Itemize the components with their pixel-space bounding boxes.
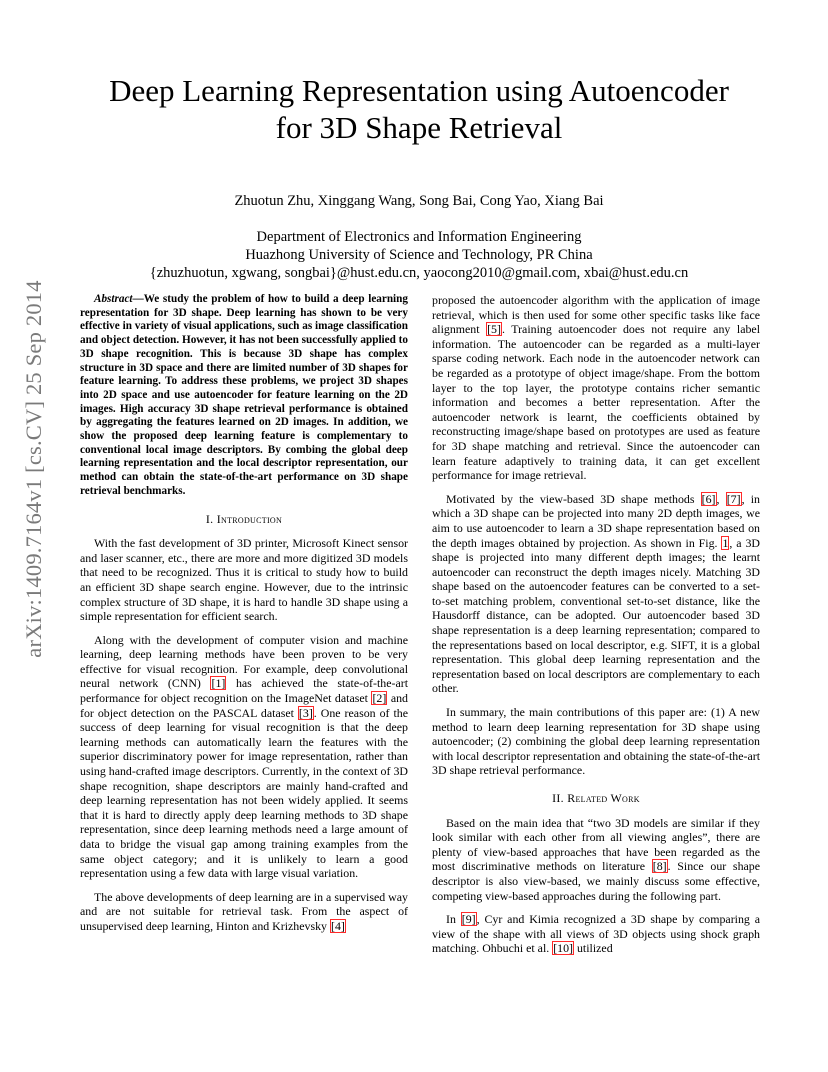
section-heading-related-work: II. Related Work: [552, 791, 640, 805]
affiliation: [60, 228, 778, 282]
affiliation-university: Huazhong University of Science and Technology, PR China: [245, 247, 593, 263]
arxiv-id: arXiv:1409.7164v1 [cs.CV] 25 Sep 2014: [21, 280, 46, 658]
title-line-2: for 3D Shape Retrieval: [275, 110, 563, 145]
citation-link-5[interactable]: [5]: [487, 322, 501, 337]
citation-link-3[interactable]: [3]: [298, 705, 313, 720]
related-paragraph-1: Based on the main idea that “two 3D models are similar if they look similar with each other from all viewing angles”, there are plenty of view-based approaches that have been regarded as the most discriminative methods on literature [8]. Since our shape descriptor is also view-based, we mainly discuss some effective, competing view-based approaches during the following part.: [432, 815, 761, 903]
affiliation-department: Department of Electronics and Information Engineering: [256, 229, 582, 245]
figure-link-1[interactable]: 1: [722, 535, 729, 550]
citation-link-6[interactable]: [6]: [701, 491, 716, 506]
citation-link-8[interactable]: [8]: [652, 859, 667, 874]
title-line-1: Deep Learning Representation using Autoencoder: [109, 73, 729, 108]
citation-link-2[interactable]: [2]: [372, 691, 387, 706]
related-paragraph-2: In [9], Cyr and Kimia recognized a 3D shape by comparing a view of the shape with all views of 3D objects using shock graph matching. Ohbuchi et al. [10] utilized: [432, 912, 760, 956]
affiliation-emails: {zhuzhuotun, xgwang, songbai}@hust.edu.cn, yaocong2010@gmail.com, xbai@hust.edu.cn: [149, 265, 689, 281]
citation-link-1[interactable]: [1]: [211, 676, 226, 691]
right-column: [432, 293, 760, 956]
abstract-text: —We study the problem of how to build a deep learning representation for 3D shape. Deep learning has shown to be very effective in variety of visual applications, such as image classification and object detection. However, it has not been successfully applied to 3D shape recognition. This is because 3D shape has complex structure in 3D space and there are limited number of 3D shapes for feature learning. To address these problems, we project 3D shapes into 2D space and use autoencoder for feature learning on the 2D images. High accuracy 3D shape retrieval performance is obtained by aggregating the features learned on 2D images. In addition, we show the proposed deep learning feature is complementary to conventional local image descriptors. By combing the global deep learning representation and the local descriptor representation, our method can obtain the state-of-the-art performance on 3D shape retrieval benchmarks.: [80, 293, 408, 497]
section-heading-introduction: I. Introduction: [205, 511, 283, 526]
intro-paragraph-5: In summary, the main contributions of this paper are: (1) A new method to learn deep learning representation for 3D shape using autoencoder; (2) combining the global deep learning representation with local descriptor representation and obtaining the state-of-the-art 3D shape retrieval performance.: [432, 705, 760, 778]
citation-link-7[interactable]: [7]: [726, 491, 741, 506]
citation-link-9[interactable]: [9]: [461, 912, 476, 927]
intro-paragraph-1: With the fast development of 3D printer, Microsoft Kinect sensor and laser scanner, etc., there are more and more digitized 3D models that need to be recognized. Thus it is critical to study how to build an efficient 3D shape search engine. However, due to the intrinsic complex structure of 3D shape, it is hard to handle 3D shape using a simple representation for efficient search.: [80, 536, 408, 624]
arxiv-stamp: [16, 280, 52, 658]
left-column: [80, 293, 408, 934]
abstract-label: Abstract: [94, 293, 133, 305]
abstract: [80, 293, 408, 499]
intro-paragraph-2: Along with the development of computer vision and machine learning, deep learning methods have been proven to be very effective for visual recognition. For example, deep convolutional neural network (CNN) [1] has achieved the state-of-the-art performance for object recognition on the ImageNet dataset [2] and for object detection on the PASCAL dataset [3]. One reason of the success of deep learning for visual recognition is that the deep learning methods can automatically learn the features with the superior discriminatory power for image representation, rather than using hand-crafted image descriptors. Currently, in the context of 3D shape recognition, shape descriptors are mainly hand-crafted and deep learning representation has not been widely applied. It seems that it is hard to directly apply deep learning methods to 3D shape representation, since deep learning methods need a large amount of data to bridge the visual gap among training examples from the same object category; and it is unlikely to learn a good representation using a few data with large visual variation.: [80, 632, 409, 881]
intro-paragraph-4: Motivated by the view-based 3D shape methods [6], [7], in which a 3D shape can be projected into many 2D depth images, we aim to use autoencoder to learn a 3D shape representation based on the depth images obtained by projection. As shown in Fig. 1, a 3D shape is projected into many different depth images; the learnt autoencoder can reconstruct the depth images nicely. Matching 3D shape based on the autoencoder features can be converted to a set-to-set matching problem, conventional set-to-set distance, like the Hausdorff distance, can be adopted. Our autoencoder based 3D shape representation is a deep learning representation; compared to the representations based on local descriptor, e.g. SIFT, it is a global representation. This global deep learning representation and the representation based on local descriptors are complementary to each other.: [432, 491, 760, 696]
citation-link-4[interactable]: [4]: [330, 918, 345, 933]
author-list: Zhuotun Zhu, Xinggang Wang, Song Bai, Cong Yao, Xiang Bai: [234, 193, 604, 209]
paper-title: [60, 72, 778, 146]
intro-paragraph-3-start: The above developments of deep learning are in a supervised way and are not suitable for retrieval task. From the aspect of unsupervised deep learning, Hinton and Krizhevsky [4]: [80, 889, 408, 933]
citation-link-10[interactable]: [10]: [553, 941, 574, 956]
intro-paragraph-3-continued: proposed the autoencoder algorithm with the application of image retrieval, which is then used for some other specific tasks like face alignment [5]. Training autoencoder does not require any label information. The autoencoder can be regarded as a multi-layer sparse coding network. Each node in the autoencoder network can be regarded as a prototype of object image/shape. From the bottom layer to the top layer, the prototype contains richer semantic information and becomes a better representation. After the autoencoder network is learnt, the coefficients obtained by reconstructing image/shape based on prototypes are used as feature for 3D shape matching and retrieval. Since the autoencoder can learn feature adaptively to training data, it can get excellent performance for image retrieval.: [432, 293, 760, 483]
